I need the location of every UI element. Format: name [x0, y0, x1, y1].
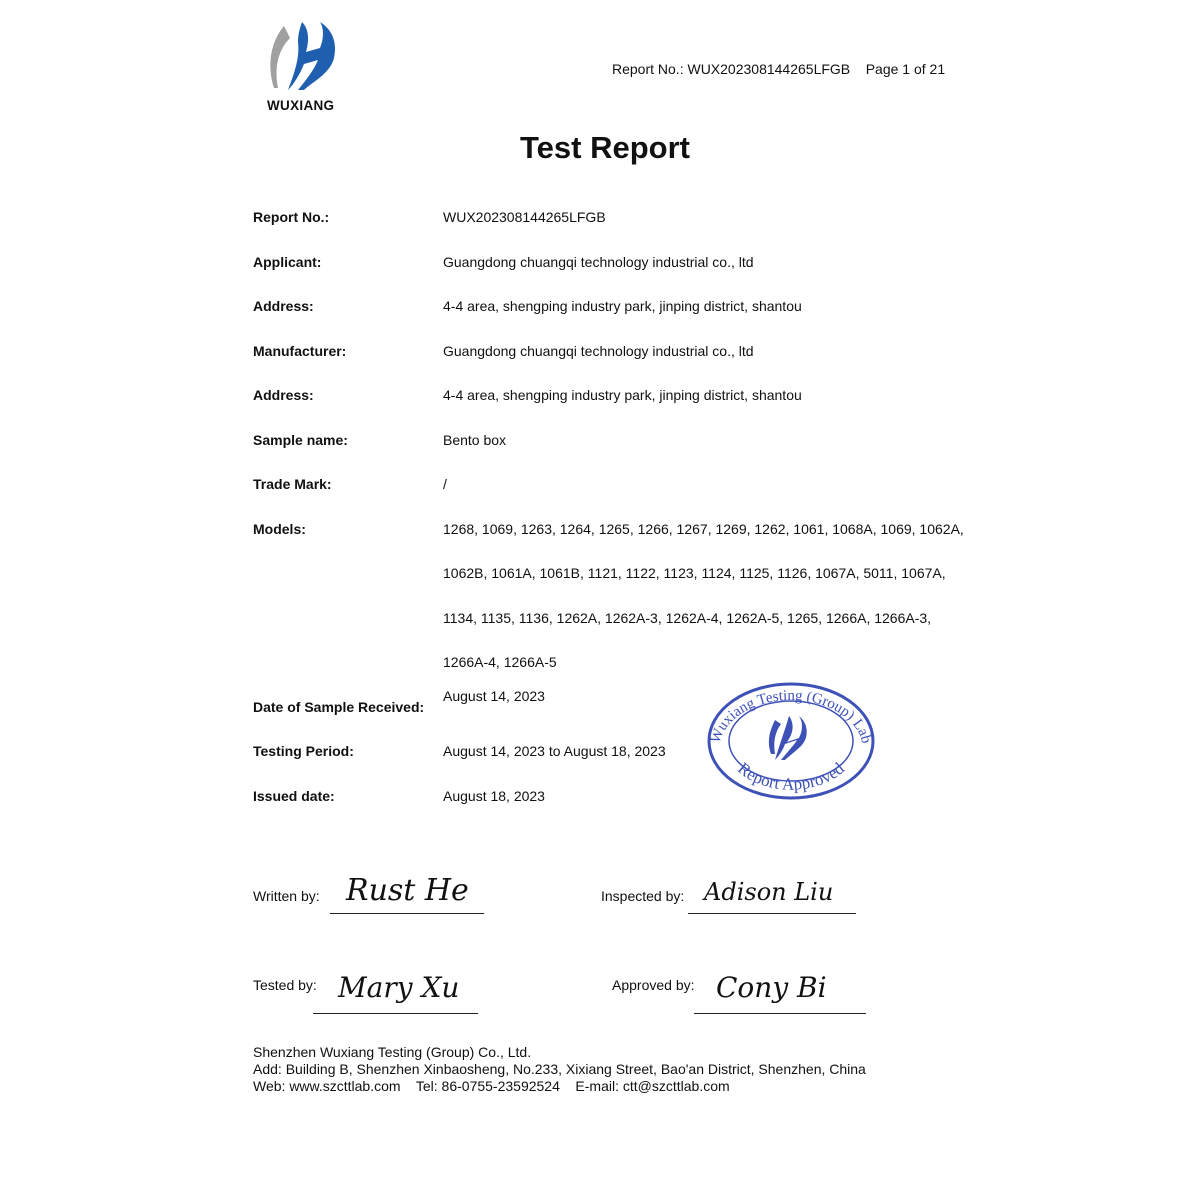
date-value: August 18, 2023: [443, 788, 545, 804]
field-value: /: [443, 476, 447, 492]
signature-line: [330, 913, 484, 914]
signature-line: [694, 1013, 866, 1014]
field-label: Applicant:: [253, 254, 322, 270]
written-by-label: Written by:: [253, 888, 320, 904]
footer-company: Shenzhen Wuxiang Testing (Group) Co., Ltd.: [253, 1044, 532, 1060]
field-value: Guangdong chuangqi technology industrial co., ltd: [443, 254, 754, 270]
page-indicator: Page 1 of 21: [865, 61, 946, 77]
approved-by-signature: [712, 955, 862, 1015]
signature-line: [313, 1013, 478, 1014]
signature-line: [688, 913, 856, 914]
approved-by-label: Approved by:: [612, 977, 695, 993]
stamp-top-text: Wuxiang Testing (Group) Lab: [707, 687, 875, 746]
models-line: 1266A-4, 1266A-5: [443, 654, 557, 670]
date-label: Date of Sample Received:: [253, 699, 425, 715]
models-line: 1268, 1069, 1263, 1264, 1265, 1266, 1267, 1269, 1262, 1061, 1068A, 1069, 1062A,: [443, 521, 964, 537]
svg-text:Report Approved: [734, 759, 848, 794]
wuxiang-logo: [264, 18, 344, 98]
models-label: Models:: [253, 521, 306, 537]
date-value: August 14, 2023 to August 18, 2023: [443, 743, 666, 759]
approved-by-name: Cony Bi: [716, 971, 827, 1004]
approval-stamp: [705, 680, 877, 802]
field-value: 4-4 area, shengping industry park, jinping district, shantou: [443, 387, 802, 403]
tested-by-signature: [334, 955, 474, 1015]
field-label: Sample name:: [253, 432, 348, 448]
field-label: Address:: [253, 298, 314, 314]
footer: [253, 1044, 866, 1095]
field-value: Guangdong chuangqi technology industrial co., ltd: [443, 343, 754, 359]
header-report-number: Report No.: WUX202308144265LFGB Page 1 of 21: [612, 61, 946, 77]
written-by-name: Rust He: [346, 873, 469, 908]
footer-contact: Web: www.szcttlab.com Tel: 86-0755-23592524 E-mail: ctt@szcttlab.com: [253, 1078, 730, 1094]
inspected-by-name: Adison Liu: [704, 878, 834, 906]
field-label: Trade Mark:: [253, 476, 332, 492]
field-label: Report No.:: [253, 209, 330, 225]
date-value: August 14, 2023: [443, 688, 545, 704]
models-line: 1134, 1135, 1136, 1262A, 1262A-3, 1262A-4, 1262A-5, 1265, 1266A, 1266A-3,: [443, 610, 932, 626]
written-by-signature: [340, 862, 490, 912]
tested-by-name: Mary Xu: [338, 971, 460, 1004]
field-label: Address:: [253, 387, 314, 403]
models-line: 1062B, 1061A, 1061B, 1121, 1122, 1123, 1124, 1125, 1126, 1067A, 5011, 1067A,: [443, 565, 946, 581]
field-value: 4-4 area, shengping industry park, jinping district, shantou: [443, 298, 802, 314]
date-label: Issued date:: [253, 788, 335, 804]
page-title: Test Report: [520, 130, 690, 165]
stamp-bottom-text: Report Approved: [734, 758, 848, 794]
svg-text:Wuxiang Testing (Group) Lab: [708, 688, 875, 745]
logo-text: WUXIANG: [267, 98, 335, 113]
tested-by-label: Tested by:: [253, 977, 317, 993]
field-label: Manufacturer:: [253, 343, 347, 359]
footer-address: Add: Building B, Shenzhen Xinbaosheng, No.233, Xixiang Street, Bao'an District, Shenzhen, China: [253, 1061, 866, 1077]
inspected-by-label: Inspected by:: [601, 888, 685, 904]
field-value: Bento box: [443, 432, 507, 448]
field-value: WUX202308144265LFGB: [443, 209, 606, 225]
date-label: Testing Period:: [253, 743, 354, 759]
inspected-by-signature: [700, 862, 860, 912]
